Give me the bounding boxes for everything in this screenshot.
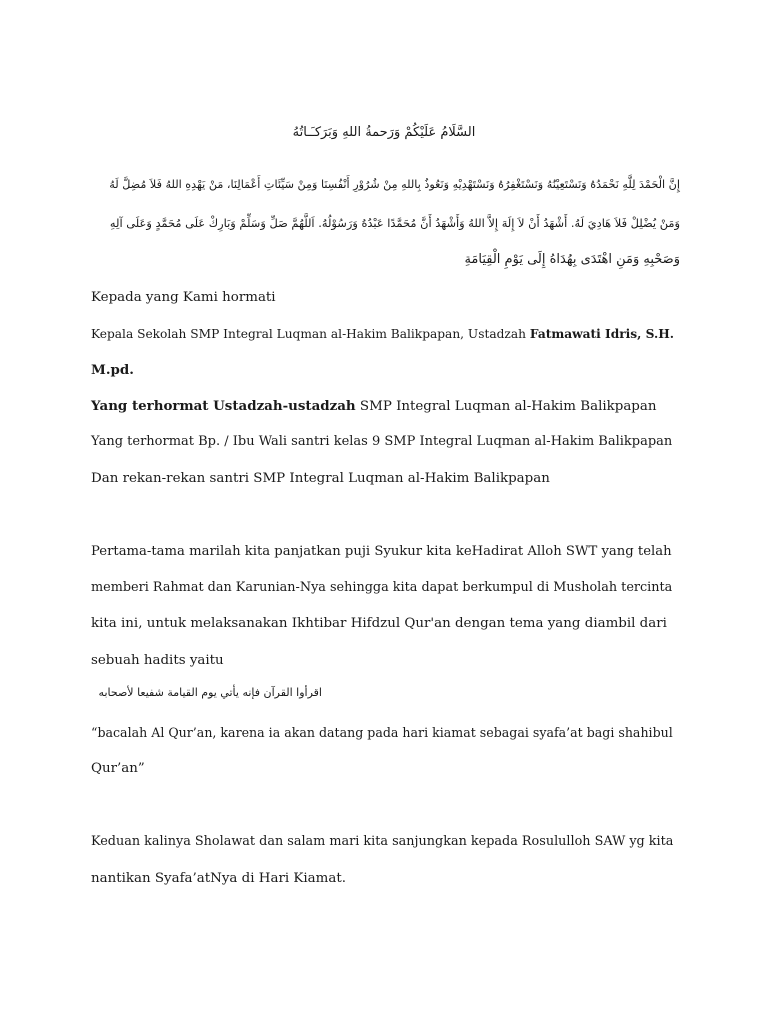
principal-name-continued: M.pd. (91, 362, 134, 378)
students-line: Dan rekan-rekan santri SMP Integral Luqman al-Hakim Balikpapan (91, 471, 550, 486)
arabic-opening-line-1: إِنَّ الْحَمْدَ لِلَّهِ نَحْمَدُهُ وَنَسْتَعِيْنُهُ وَنَسْتَغْفِرُهُ وَنَسْتَهْدِيْهِ وَنَعُوذُ بِاللهِ مِنْ شُرُوْرِ أَنْفُسِنَا وَمِنْ سَيِّئَاتِ أَعْمَالِنَا، مَنْ يَهْدِهِ اللهُ فَلاَ مُضِلَّ لَهُ (109, 178, 680, 191)
teachers-rest: SMP Integral Luqman al-Hakim Balikpapan (355, 399, 657, 414)
arabic-greeting: السَّلَامُ عَلَيْكُمْ وَرَحمةُ اللهِ وَبَرَكـَـاتُهُ (292, 125, 476, 140)
first-paragraph-line-3: kita ini, untuk melaksanakan Ikhtibar Hifdzul Qur'an dengan tema yang diambil dari (91, 616, 667, 631)
second-paragraph-line-1: Keduan kalinya Sholawat dan salam mari kita sanjungkan kepada Rosululloh SAW yg kita (91, 834, 674, 849)
salutation-line: Kepada yang Kami hormati (91, 290, 276, 305)
hadith-translation-line-1: “bacalah Al Qur’an, karena ia akan datang pada hari kiamat sebagai syafa’at bagi shahibul (91, 725, 673, 740)
principal-line (91, 325, 674, 343)
first-paragraph-line-1: Pertama-tama marilah kita panjatkan puji Syukur kita keHadirat Alloh SWT yang telah (91, 544, 672, 559)
parents-line: Yang terhormat Bp. / Ibu Wali santri kelas 9 SMP Integral Luqman al-Hakim Balikpapan (91, 434, 673, 449)
teachers-line (91, 397, 656, 416)
arabic-opening-line-3: وَصَحْبِهِ وَمَنِ اهْتَدَى بِهُدَاهُ إِلَى يَوْمِ الْقِيَامَةِ (464, 252, 680, 267)
second-paragraph-line-2: nantikan Syafa’atNya di Hari Kiamat. (91, 871, 346, 886)
hadith-translation-line-2: Qur’an” (91, 761, 145, 776)
principal-name: Fatmawati Idris, S.H. (529, 327, 675, 341)
arabic-hadith: اقرأوا القرآن فإنه يأتي يوم القيامة شفيعا لأصحابه (98, 686, 322, 699)
principal-prefix: Kepala Sekolah SMP Integral Luqman al-Hakim Balikpapan, Ustadzah (91, 327, 530, 341)
teachers-bold: Yang terhormat Ustadzah-ustadzah (91, 398, 356, 414)
first-paragraph-line-4: sebuah hadits yaitu (91, 653, 224, 668)
arabic-opening-line-2: وَمَنْ يُضْلِلْ فَلاَ هَادِيَ لَهُ. أَشْهَدُ أَنْ لاَ إِلَهَ إِلاَّ اللهُ وَأَشْهَدُ أَنَّ مُحَمَّدًا عَبْدُهُ وَرَسُوْلُهُ. اَللَّهُمَّ صَلِّ وَسَلِّمْ وَبَارِكْ عَلَى مُحَمَّدٍ وَعَلَى آلِهِ (109, 216, 680, 230)
first-paragraph-line-2: memberi Rahmat dan Karunian-Nya sehingga kita dapat berkumpul di Musholah tercinta (91, 580, 673, 595)
